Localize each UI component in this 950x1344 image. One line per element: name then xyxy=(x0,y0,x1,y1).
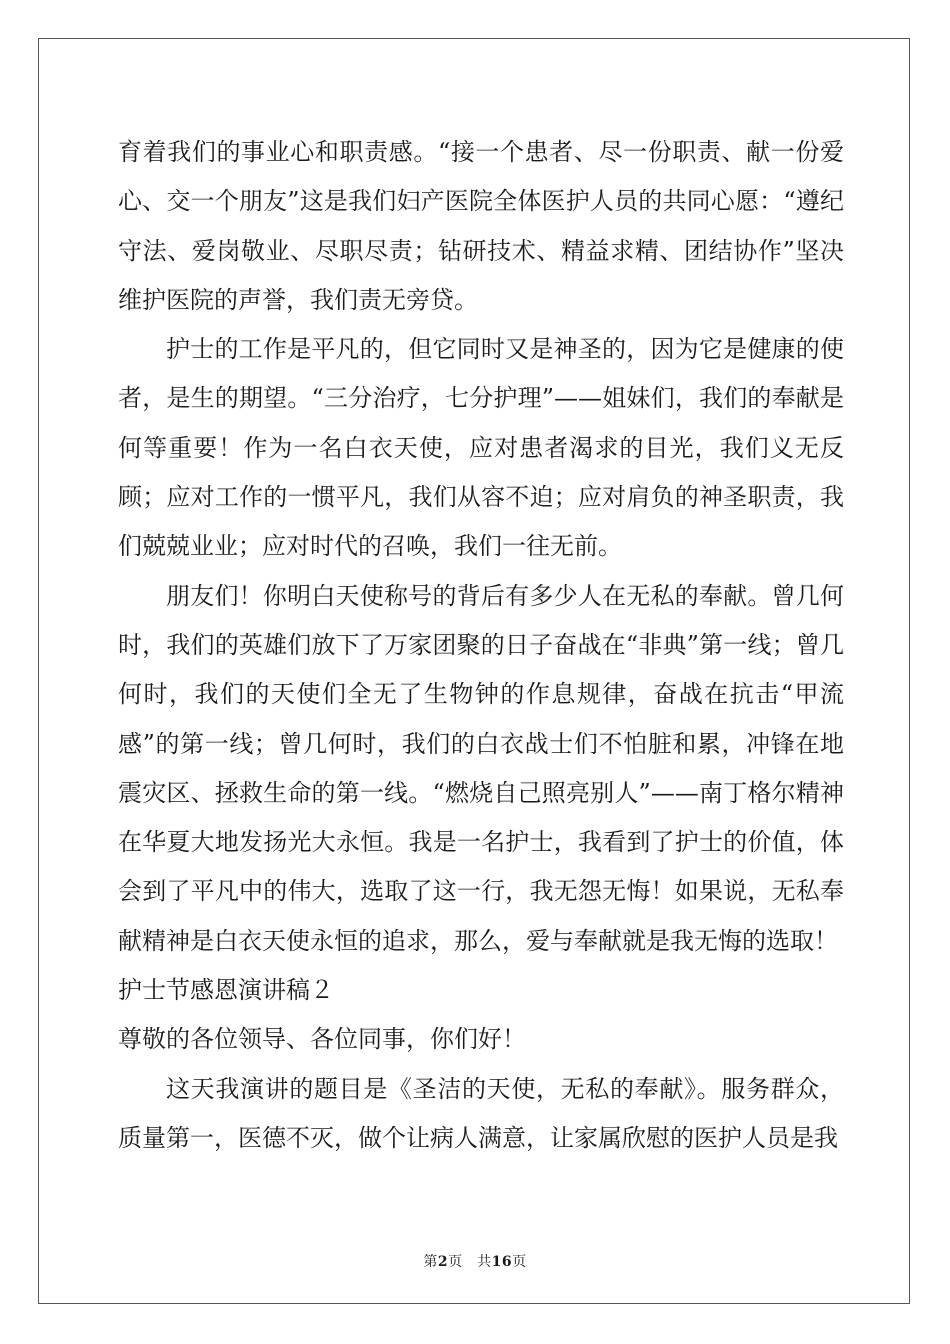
paragraph-4: 这天我演讲的题目是《圣洁的天使，无私的奉献》。服务群众，质量第一，医德不灭，做个让病人满意，让家属欣慰的医护人员是我 xyxy=(118,1074,844,1152)
footer-mid: 页 共 xyxy=(448,1254,492,1270)
salutation: 尊敬的各位领导、各位同事，你们好！ xyxy=(118,1025,526,1054)
paragraph-3: 朋友们！你明白天使称号的背后有多少人在无私的奉献。曾几何时，我们的英雄们放下了万家团聚的日子奋战在“非典”第一线；曾几何时，我们的天使们全无了生物钟的作息规律，奋战在抗击“甲流感”的第一线；曾几何时，我们的白衣战士们不怕脏和累，冲锋在地震灾区、拯救生命的第一线。“燃烧自己照亮别人”——南丁格尔精神在华夏大地发扬光大永恒。我是一名护士，我看到了护士的价值，体会到了平凡中的伟大，选取了这一行，我无怨无悔！如果说，无私奉献精神是白衣天使永恒的追求，那么，爱与奉献就是我无悔的选取！ xyxy=(118,581,844,955)
section-heading: 护士节感恩演讲稿２ xyxy=(118,976,334,1005)
footer-prefix: 第 xyxy=(423,1254,438,1270)
footer-suffix: 页 xyxy=(512,1254,527,1270)
document-body xyxy=(118,128,844,1163)
paragraph-1: 育着我们的事业心和职责感。“接一个患者、尽一份职责、献一份爱心、交一个朋友”这是我们妇产医院全体医护人员的共同心愿：“遵纪守法、爱岗敬业、尽职尽责；钻研技术、精益求精、团结协作”坚决维护医院的声誉，我们责无旁贷。 xyxy=(118,138,844,314)
footer-total-pages: 16 xyxy=(491,1254,513,1270)
page-footer xyxy=(0,1251,950,1271)
paragraph-2: 护士的工作是平凡的，但它同时又是神圣的，因为它是健康的使者，是生的期望。“三分治疗，七分护理”——姐妹们，我们的奉献是何等重要！作为一名白衣天使，应对患者渴求的目光，我们义无反顾；应对工作的一惯平凡，我们从容不迫；应对肩负的神圣职责，我们兢兢业业；应对时代的召唤，我们一往无前。 xyxy=(118,335,844,561)
footer-page-number: 2 xyxy=(437,1254,449,1270)
